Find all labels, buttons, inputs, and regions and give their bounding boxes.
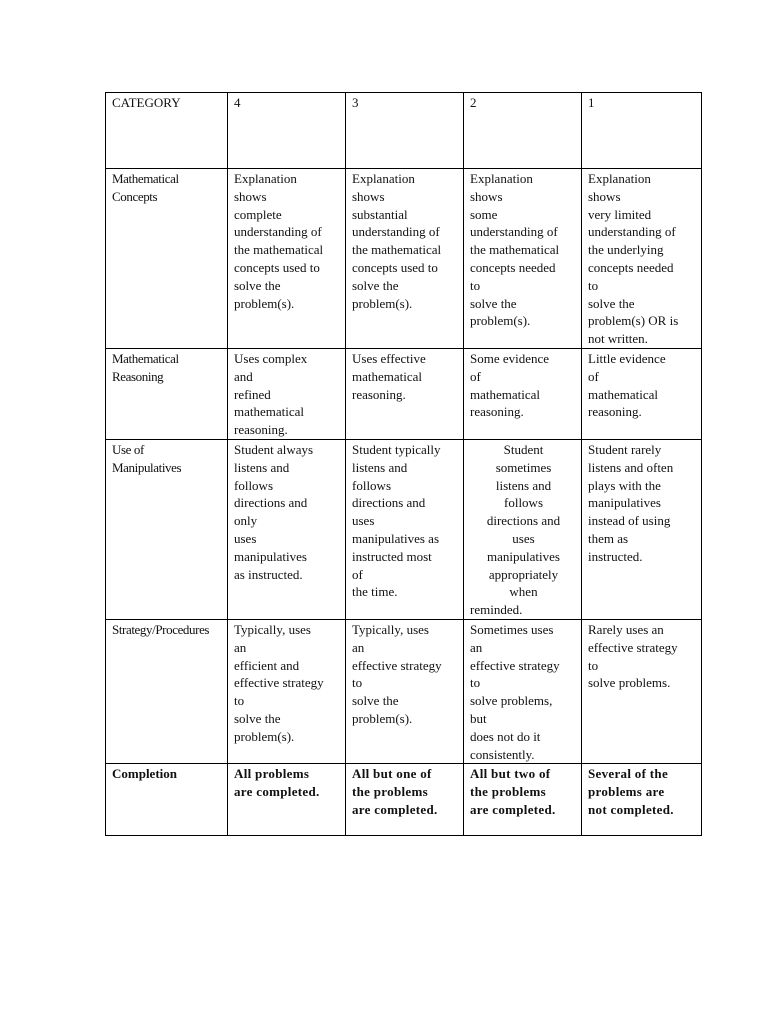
cell-line: follows bbox=[352, 477, 391, 493]
category-line: Use of bbox=[112, 441, 144, 457]
cell-line: directions and bbox=[234, 495, 308, 511]
cell-line: uses bbox=[234, 530, 257, 546]
category-line: Reasoning bbox=[112, 369, 164, 384]
reasoning-score-4 bbox=[228, 349, 346, 440]
manipulatives-score-4 bbox=[228, 439, 346, 619]
cell-line: directions and bbox=[486, 513, 561, 529]
cell-line: follows bbox=[504, 495, 543, 511]
cell-line: Several of the bbox=[588, 766, 669, 782]
cell-line: listens and bbox=[234, 459, 290, 475]
cell-line: the time. bbox=[352, 584, 398, 600]
reasoning-score-3 bbox=[346, 349, 464, 440]
cell-line: problem(s) OR is bbox=[588, 313, 679, 329]
category-completion bbox=[106, 764, 228, 836]
category-line: Manipulatives bbox=[112, 459, 182, 475]
cell-line: to bbox=[352, 675, 363, 691]
cell-line: of bbox=[470, 368, 481, 384]
cell-line: are completed. bbox=[352, 801, 438, 817]
cell-line: the underlying bbox=[588, 242, 664, 258]
cell-line: concepts used to bbox=[352, 259, 438, 275]
cell-line: to bbox=[234, 693, 245, 709]
cell-line: listens and bbox=[352, 459, 408, 475]
cell-line: an bbox=[470, 639, 483, 655]
cell-line: does not do it bbox=[470, 728, 541, 744]
cell-line: Rarely uses an bbox=[588, 621, 664, 637]
row-mathematical-reasoning bbox=[106, 349, 702, 440]
cell-line: problems are bbox=[588, 784, 665, 800]
cell-line: Explanation bbox=[588, 171, 651, 186]
completion-score-1 bbox=[582, 764, 702, 836]
cell-line: solve problems, bbox=[470, 693, 553, 709]
cell-line: manipulatives as bbox=[352, 530, 440, 546]
category-line: Strategy/Procedures bbox=[112, 621, 210, 637]
cell-line: of bbox=[588, 368, 599, 384]
cell-line: uses bbox=[352, 513, 375, 529]
category-mathematical-concepts bbox=[106, 169, 228, 349]
category-mathematical-reasoning bbox=[106, 349, 228, 440]
cell-line: manipulatives bbox=[487, 548, 560, 564]
cell-line: manipulatives bbox=[234, 548, 307, 564]
cell-line: solve the bbox=[352, 693, 399, 709]
cell-line: shows bbox=[234, 188, 267, 204]
cell-line: to bbox=[470, 277, 481, 293]
cell-line: Student rarely bbox=[588, 441, 662, 457]
cell-line: the problems bbox=[352, 784, 428, 800]
cell-line: reasoning. bbox=[588, 404, 642, 420]
cell-line: problem(s). bbox=[234, 728, 295, 744]
cell-line: problem(s). bbox=[470, 313, 531, 329]
cell-line: Explanation bbox=[470, 171, 533, 186]
cell-line: effective strategy bbox=[234, 675, 324, 691]
cell-line: mathematical bbox=[352, 368, 423, 384]
row-strategy-procedures bbox=[106, 619, 702, 763]
cell-line: listens and bbox=[495, 477, 552, 493]
cell-line: Student always bbox=[234, 441, 314, 457]
cell-line: instead of using bbox=[588, 513, 671, 529]
cell-line: but bbox=[470, 710, 487, 726]
cell-line: solve the bbox=[588, 295, 635, 311]
cell-line: effective strategy bbox=[588, 639, 678, 655]
category-line: Concepts bbox=[112, 189, 158, 204]
cell-line: solve problems. bbox=[588, 675, 671, 691]
manipulatives-score-2 bbox=[464, 439, 582, 619]
cell-line: understanding of bbox=[234, 224, 322, 240]
cell-line: shows bbox=[588, 188, 621, 204]
cell-line: understanding of bbox=[352, 224, 440, 240]
cell-line: solve the bbox=[352, 277, 399, 293]
cell-line: when bbox=[509, 584, 538, 600]
cell-line: solve the bbox=[234, 710, 281, 726]
row-use-of-manipulatives bbox=[106, 439, 702, 619]
cell-line: instructed. bbox=[588, 548, 643, 564]
reasoning-score-1 bbox=[582, 349, 702, 440]
cell-line: effective strategy bbox=[352, 657, 442, 673]
cell-line: very limited bbox=[588, 206, 652, 222]
cell-line: problem(s). bbox=[234, 295, 295, 311]
cell-line: shows bbox=[470, 188, 503, 204]
cell-line: reasoning. bbox=[470, 404, 524, 420]
manipulatives-score-3 bbox=[346, 439, 464, 619]
category-line: Completion bbox=[112, 766, 177, 782]
cell-line: mathematical bbox=[234, 404, 305, 420]
header-score-1: 1 bbox=[582, 93, 702, 169]
cell-line: Explanation bbox=[234, 171, 297, 186]
cell-line: Sometimes uses bbox=[470, 621, 554, 637]
cell-line: concepts needed bbox=[588, 259, 674, 275]
cell-line: instructed most bbox=[352, 548, 432, 564]
cell-line: listens and often bbox=[588, 459, 674, 475]
category-use-of-manipulatives bbox=[106, 439, 228, 619]
cell-line: solve the bbox=[234, 277, 281, 293]
cell-line: to bbox=[470, 675, 481, 691]
cell-line: not completed. bbox=[588, 801, 674, 817]
cell-line: only bbox=[234, 513, 258, 529]
cell-line: an bbox=[352, 639, 365, 655]
cell-line: mathematical bbox=[470, 386, 541, 402]
cell-line: problem(s). bbox=[352, 295, 413, 311]
cell-line: Uses effective bbox=[352, 351, 426, 366]
cell-line: to bbox=[588, 277, 599, 293]
cell-line: an bbox=[234, 639, 247, 655]
cell-line: and bbox=[234, 368, 253, 384]
header-score-4: 4 bbox=[228, 93, 346, 169]
concepts-score-3 bbox=[346, 169, 464, 349]
cell-line: effective strategy bbox=[470, 657, 560, 673]
cell-line: the problems bbox=[470, 784, 546, 800]
header-score-3: 3 bbox=[346, 93, 464, 169]
category-strategy-procedures bbox=[106, 619, 228, 763]
cell-line: not written. bbox=[588, 331, 648, 347]
cell-line: All but two of bbox=[470, 766, 551, 782]
cell-line: Explanation bbox=[352, 171, 415, 186]
completion-score-2 bbox=[464, 764, 582, 836]
cell-line: reasoning. bbox=[234, 422, 288, 438]
cell-line: refined bbox=[234, 386, 271, 402]
cell-line: the mathematical bbox=[470, 242, 560, 258]
strategy-score-4 bbox=[228, 619, 346, 763]
completion-score-4 bbox=[228, 764, 346, 836]
concepts-score-1 bbox=[582, 169, 702, 349]
cell-line: Typically, uses bbox=[234, 621, 311, 637]
cell-line: Student typically bbox=[352, 441, 441, 457]
cell-line: concepts used to bbox=[234, 259, 320, 275]
cell-line: them as bbox=[588, 530, 629, 546]
header-row bbox=[106, 93, 702, 169]
cell-line: plays with the bbox=[588, 477, 661, 493]
cell-line: efficient and bbox=[234, 657, 300, 673]
cell-line: to bbox=[588, 657, 599, 673]
cell-line: concepts needed bbox=[470, 259, 556, 275]
cell-line: problem(s). bbox=[352, 710, 413, 726]
cell-line: All but one of bbox=[352, 766, 432, 782]
cell-line: directions and bbox=[352, 495, 426, 511]
rubric-table bbox=[105, 92, 702, 836]
cell-line: some bbox=[470, 206, 498, 222]
cell-line: appropriately bbox=[488, 566, 559, 582]
cell-line: the mathematical bbox=[352, 242, 442, 258]
category-line: Mathematical bbox=[112, 351, 179, 366]
reasoning-score-2 bbox=[464, 349, 582, 440]
cell-line: Student bbox=[503, 441, 544, 457]
cell-line: are completed. bbox=[234, 784, 320, 800]
row-completion bbox=[106, 764, 702, 836]
header-score-2: 2 bbox=[464, 93, 582, 169]
cell-line: manipulatives bbox=[588, 495, 661, 511]
concepts-score-4 bbox=[228, 169, 346, 349]
strategy-score-1 bbox=[582, 619, 702, 763]
cell-line: Uses complex bbox=[234, 351, 308, 366]
manipulatives-score-1 bbox=[582, 439, 702, 619]
category-line: Mathematical bbox=[112, 171, 179, 186]
cell-line: solve the bbox=[470, 295, 517, 311]
cell-line: understanding of bbox=[588, 224, 676, 240]
strategy-score-3 bbox=[346, 619, 464, 763]
row-mathematical-concepts bbox=[106, 169, 702, 349]
cell-line: the mathematical bbox=[234, 242, 324, 258]
header-category: CATEGORY bbox=[106, 93, 228, 169]
cell-line: uses bbox=[512, 530, 535, 546]
cell-line: All problems bbox=[234, 766, 310, 782]
cell-line: sometimes bbox=[495, 459, 552, 475]
cell-line: Some evidence bbox=[470, 351, 550, 366]
cell-line: of bbox=[352, 566, 363, 582]
cell-line: Little evidence bbox=[588, 351, 666, 366]
cell-line: substantial bbox=[352, 206, 408, 222]
cell-line: consistently. bbox=[470, 746, 535, 762]
cell-line: as instructed. bbox=[234, 566, 303, 582]
cell-line: complete bbox=[234, 206, 282, 222]
cell-line: Typically, uses bbox=[352, 621, 429, 637]
strategy-score-2 bbox=[464, 619, 582, 763]
cell-line: mathematical bbox=[588, 386, 659, 402]
cell-line: shows bbox=[352, 188, 385, 204]
completion-score-3 bbox=[346, 764, 464, 836]
concepts-score-2 bbox=[464, 169, 582, 349]
cell-line: reasoning. bbox=[352, 386, 406, 402]
cell-line: follows bbox=[234, 477, 273, 493]
cell-line: reminded. bbox=[470, 602, 523, 618]
cell-line: understanding of bbox=[470, 224, 558, 240]
cell-line: are completed. bbox=[470, 801, 556, 817]
